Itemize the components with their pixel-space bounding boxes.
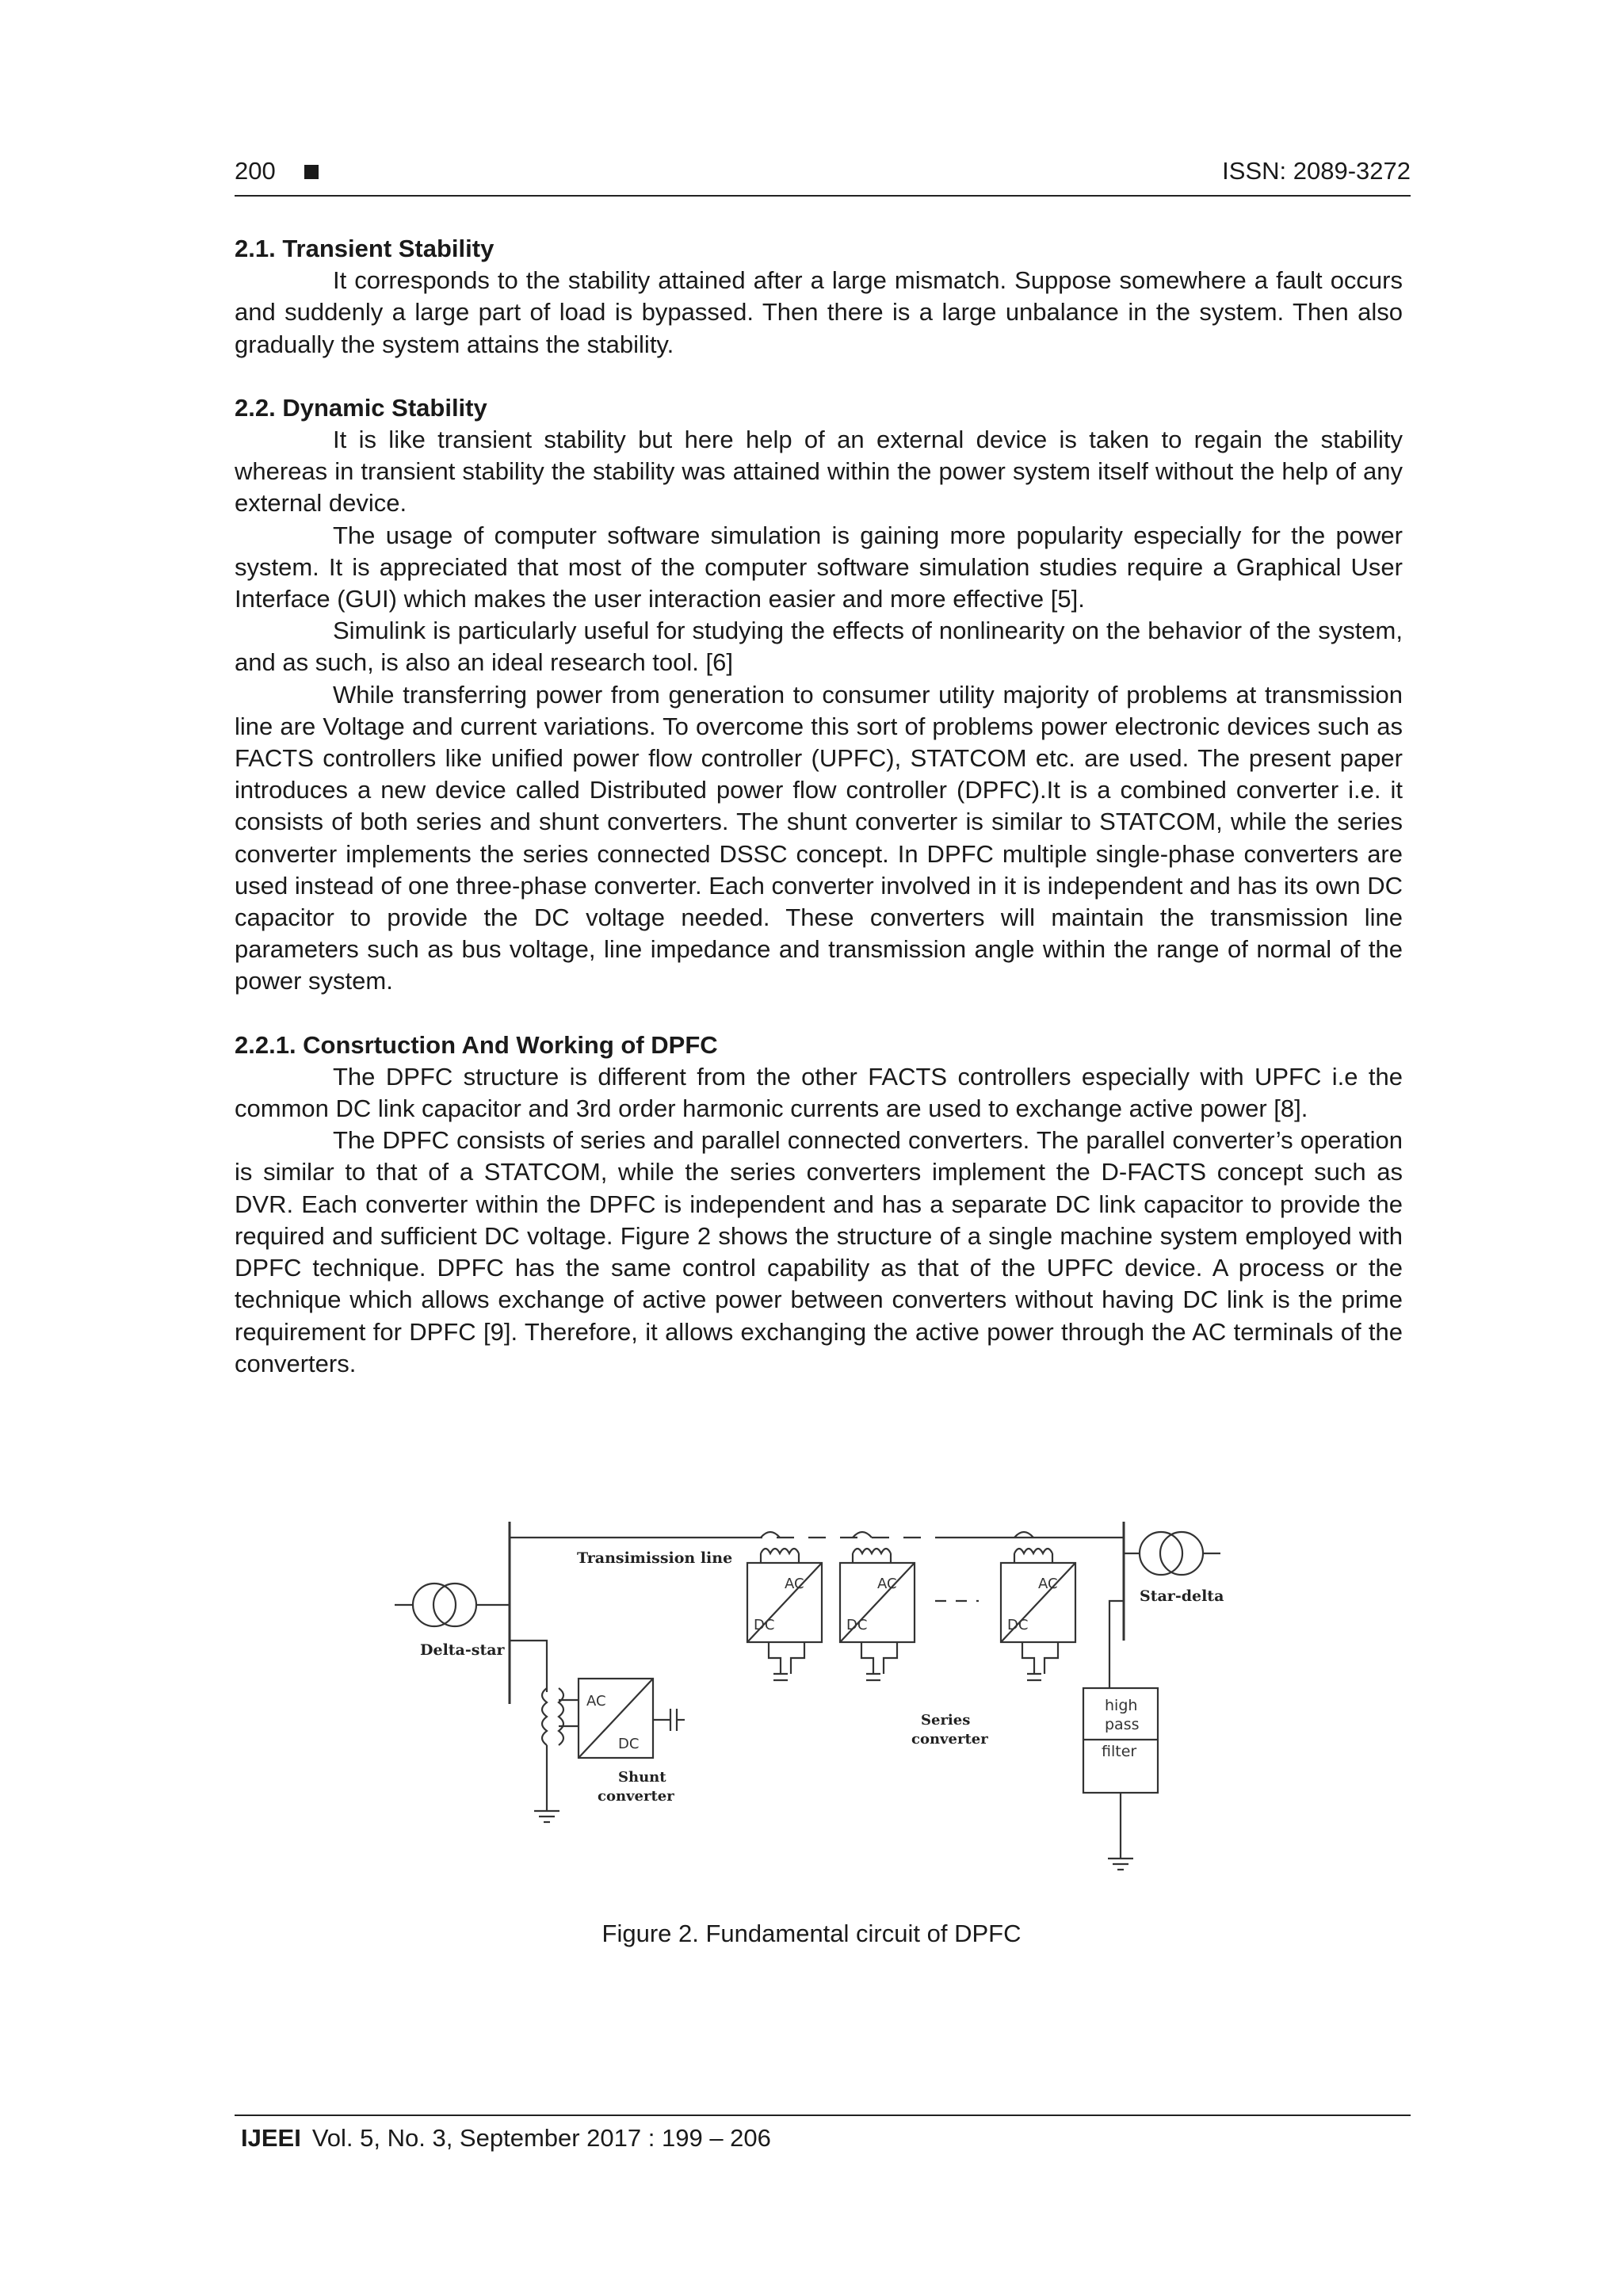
body-text [235, 233, 1403, 1380]
dc-label: DC [1007, 1617, 1029, 1633]
figure-caption: Figure 2. Fundamental circuit of DPFC [601, 1920, 1022, 1947]
dpfc-circuit-diagram [388, 1490, 1244, 1886]
series-converter-label: converter [911, 1731, 988, 1748]
hpf-filter: filter [1102, 1743, 1137, 1760]
header-rule [235, 195, 1411, 197]
hpf-high: high [1105, 1697, 1138, 1714]
heading-transient-stability: 2.1. Transient Stability [235, 235, 495, 262]
citation: Vol. 5, No. 3, September 2017 : 199 – 206 [311, 2124, 771, 2152]
footer-rule [235, 2115, 1411, 2116]
dc-label: DC [754, 1617, 775, 1633]
paragraph: Simulink is particularly useful for studying the effects of nonlinearity on the behavior of the system, and as such, is also an ideal research tool. [6] [235, 617, 1403, 677]
star-delta-label: Star-delta [1140, 1587, 1224, 1605]
heading-construction-dpfc: 2.2.1. Consrtuction And Working of DPFC [235, 1030, 718, 1059]
ac-label: AC [1038, 1576, 1058, 1592]
coupling-coil-icon [559, 1688, 563, 1745]
series-label: Series [921, 1712, 971, 1729]
square-bullet-icon [304, 165, 319, 179]
ac-label: AC [785, 1576, 804, 1592]
paragraph: The usage of computer software simulation is gaining more popularity especially for the power system. It is appreciated that most of the computer software simulation studies require a Graphical User Interface (GUI) which makes the user interaction easier and more effective [5]. [235, 521, 1403, 613]
page-footer [241, 2124, 771, 2153]
page-header [235, 157, 1411, 198]
ac-label: AC [877, 1576, 897, 1592]
paragraph: It corresponds to the stability attained after a large mismatch. Suppose somewhere a fault occurs and suddenly a large part of load is bypassed. Then there is a large unbalance in the system. Then also gradually the system attains the stability. [235, 266, 1403, 358]
journal-name: IJEEI [241, 2124, 301, 2152]
paragraph: It is like transient stability but here help of an external device is taken to regain the stability whereas in transient stability the stability was attained within the power system itself without the help of any external device. [235, 426, 1403, 518]
issn: ISSN: 2089-3272 [1222, 157, 1411, 185]
hpf-pass: pass [1105, 1716, 1140, 1733]
page-number: 200 [235, 157, 276, 185]
shunt-label: Shunt [618, 1769, 666, 1786]
shunt-converter-label: converter [598, 1788, 674, 1805]
paragraph: The DPFC consists of series and parallel connected converters. The parallel converter’s operation is similar to that of a STATCOM, while the series converters implement the D-FACTS concept such as DVR. Each converter within the DPFC is independent and has a separate DC link capacitor to provide the required and sufficient DC voltage. Figure 2 shows the structure of a single machine system employed with DPFC technique. DPFC has the same control capability as that of the UPFC device. A process or the technique which allows exchange of active power between converters without having DC link is the prime requirement for DPFC [9]. Therefore, it allows exchanging the active power through the AC terminals of the converters. [235, 1126, 1403, 1377]
coupling-coil-icon [542, 1688, 547, 1745]
ac-label: AC [586, 1693, 606, 1710]
paragraph: While transferring power from generation to consumer utility majority of problems at transmission line are Voltage and current variations. To overcome this sort of problems power electronic devices such as FACTS controllers like unified power flow controller (UPFC), STATCOM etc. are used. The present paper introduces a new device called Distributed power flow controller (DPFC).It is a combined converter i.e. it consists of both series and shunt converters. The shunt converter is similar to STATCOM, while the series converter implements the series connected DSSC concept. In DPFC multiple single-phase converters are used instead of one three-phase converter. Each converter involved in it is independent and has its own DC capacitor to provide the DC voltage needed. These converters will maintain the transmission line parameters such as bus voltage, line impedance and transmission angle within the range of normal of the power system. [235, 680, 1403, 995]
dc-label: DC [846, 1617, 868, 1633]
transmission-line-label: Transimission line [577, 1549, 733, 1567]
delta-star-label: Delta-star [420, 1641, 505, 1659]
dc-label: DC [618, 1736, 640, 1752]
heading-dynamic-stability: 2.2. Dynamic Stability [235, 393, 487, 422]
paragraph: The DPFC structure is different from the other FACTS controllers especially with UPFC i.e the common DC link capacitor and 3rd order harmonic currents are used to exchange active power [8]. [235, 1062, 1403, 1123]
